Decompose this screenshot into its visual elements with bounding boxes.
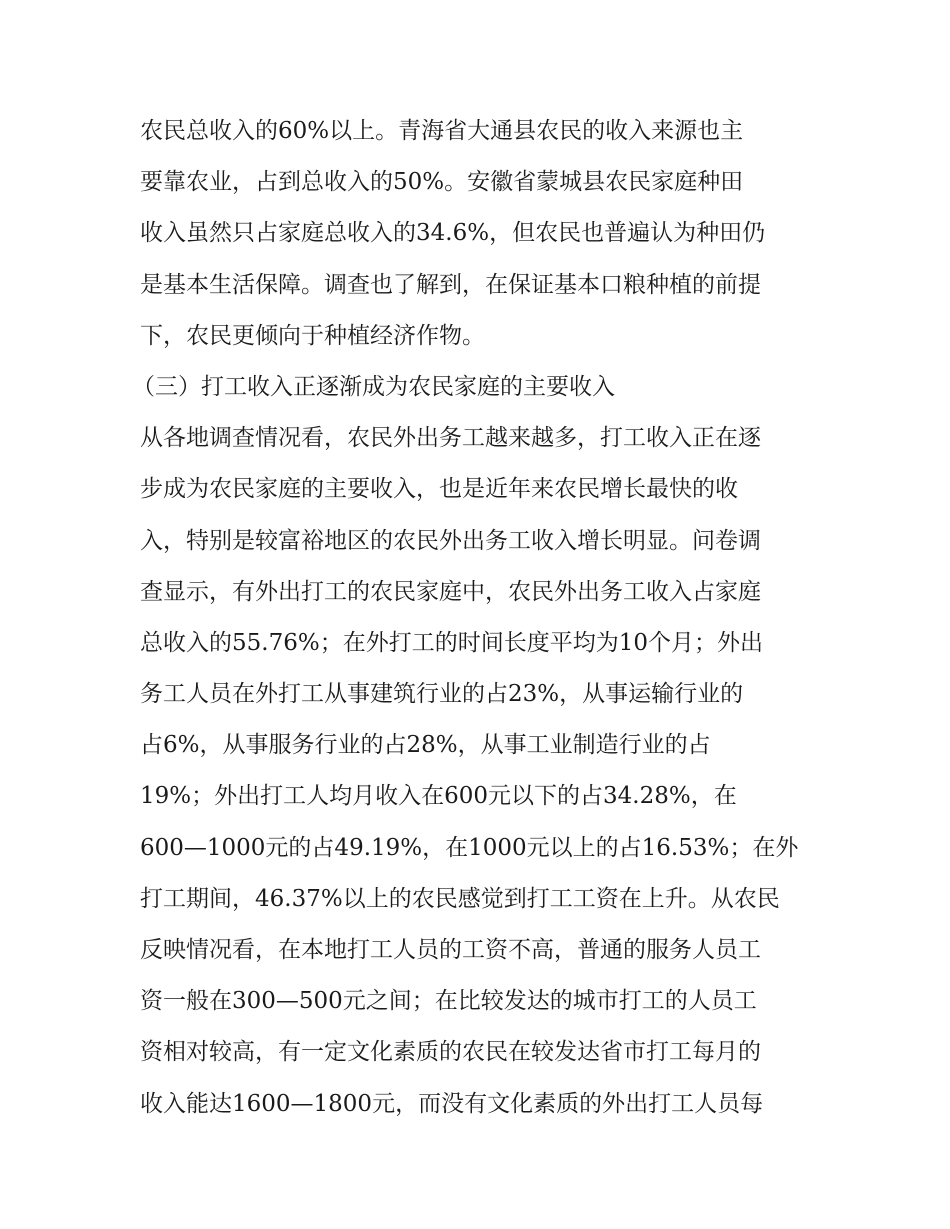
text-line: 资相对较高，有一定文化素质的农民在较发达省市打工每月的 (140, 1039, 761, 1066)
text-line: 步成为农民家庭的主要收入，也是近年来农民增长最快的收 (140, 476, 738, 503)
text-line: 收入虽然只占家庭总收入的34.6%，但农民也普遍认为种田仍 (140, 220, 766, 247)
body-text (132, 106, 830, 1130)
text-line: 是基本生活保障。调查也了解到，在保证基本口粮种植的前提 (140, 271, 761, 298)
text-line: 务工人员在外打工从事建筑行业的占23%，从事运输行业的 (140, 681, 744, 708)
section-heading: （三）打工收入正逐渐成为农民家庭的主要收入 (132, 373, 615, 400)
text-line: 下，农民更倾向于种植经济作物。 (140, 322, 485, 349)
text-line: 总收入的55.76%；在外打工的时间长度平均为10个月；外出 (140, 629, 763, 656)
text-line: 占6%，从事服务行业的占28%，从事工业制造行业的占 (140, 732, 711, 759)
text-line: 农民总收入的60%以上。青海省大通县农民的收入来源也主 (140, 118, 744, 144)
text-line: 查显示，有外出打工的农民家庭中，农民外出务工收入占家庭 (140, 578, 761, 605)
text-line: 入，特别是较富裕地区的农民外出务工收入增长明显。问卷调 (140, 527, 761, 554)
text-line: 19%；外出打工人均月收入在600元以下的占34.28%，在 (140, 783, 737, 810)
text-line: 打工期间，46.37%以上的农民感觉到打工工资在上升。从农民 (140, 885, 780, 912)
text-line: 收入能达1600—1800元，而没有文化素质的外出打工人员每 (140, 1090, 764, 1117)
text-line: 从各地调查情况看，农民外出务工越来越多，打工收入正在逐 (140, 425, 761, 452)
text-line: 600—1000元的占49.19%，在1000元以上的占16.53%；在外 (140, 834, 799, 861)
text-line: 反映情况看，在本地打工人员的工资不高，普通的服务人员工 (140, 937, 761, 963)
text-line: 要靠农业，占到总收入的50%。安徽省蒙城县农民家庭种田 (140, 169, 744, 196)
text-line: 资一般在300—500元之间；在比较发达的城市打工的人员工 (140, 988, 757, 1015)
